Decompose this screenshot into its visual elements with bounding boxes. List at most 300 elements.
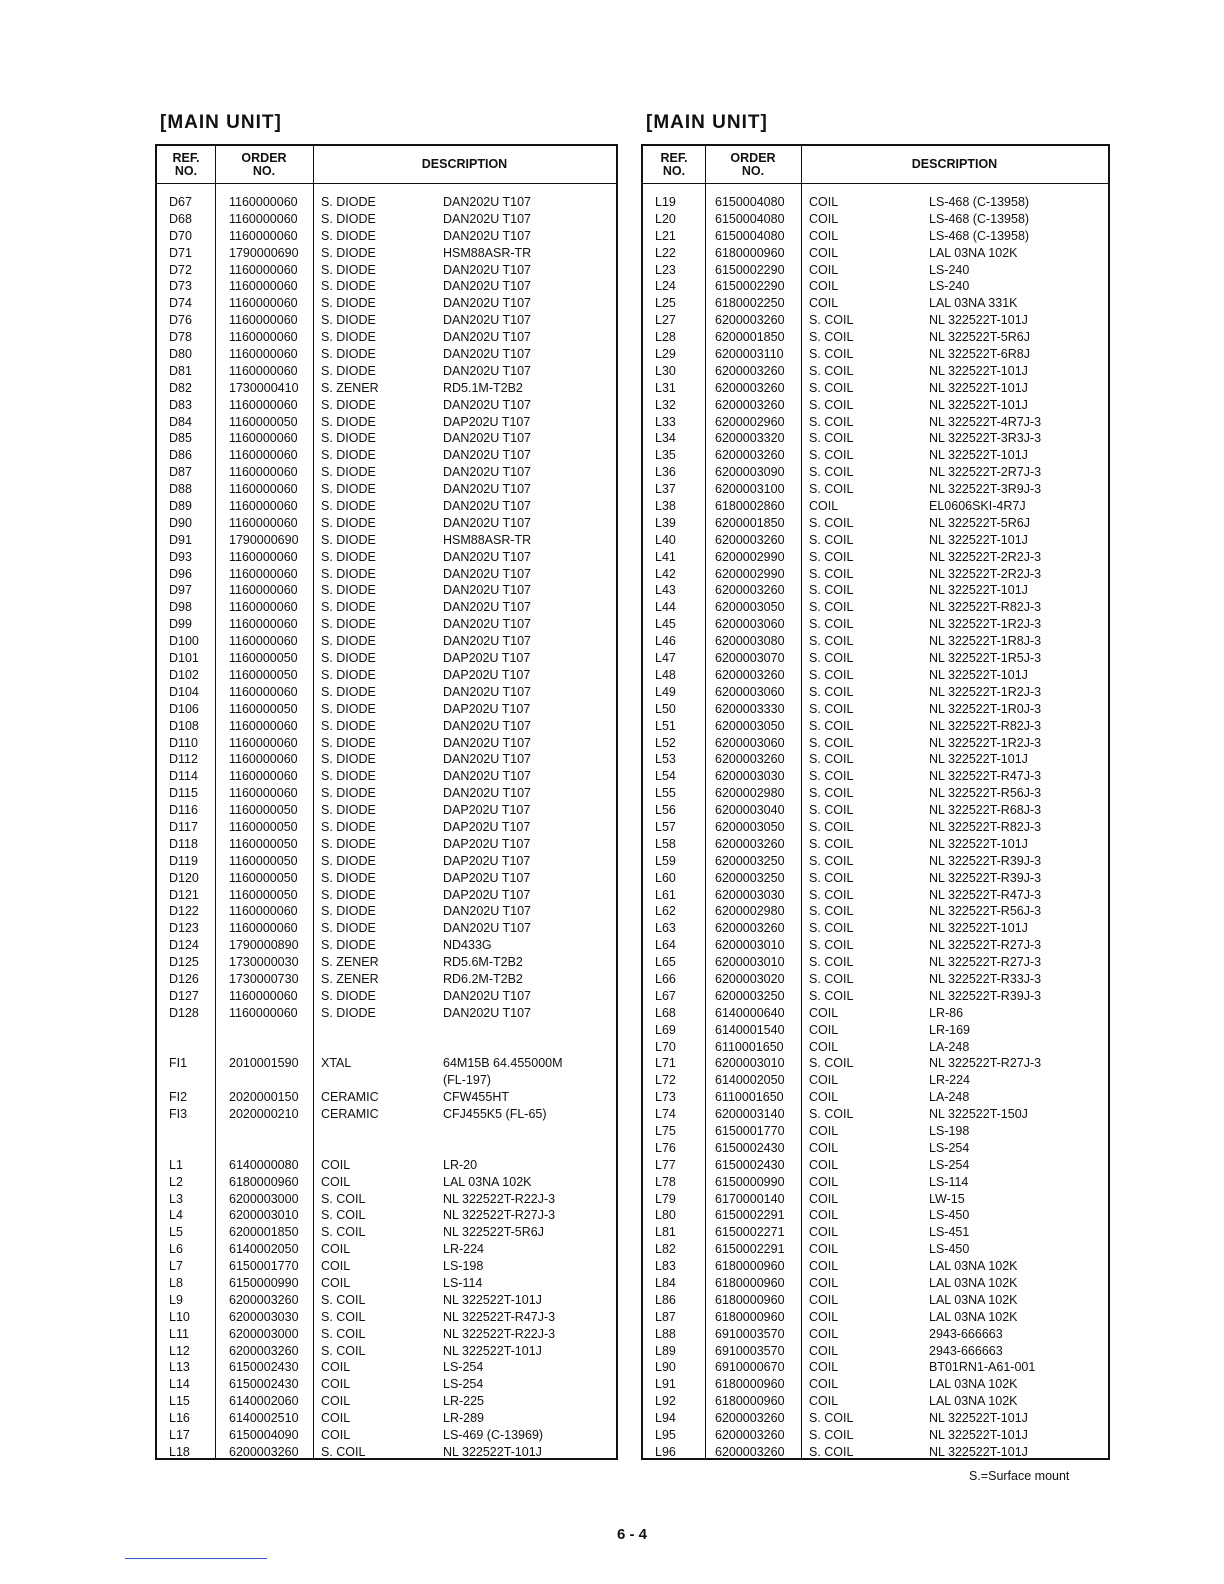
ref-no-cell: L58 — [655, 836, 676, 851]
part-type-cell: COIL — [321, 1157, 351, 1172]
order-no-cell: 6200003250 — [715, 870, 785, 885]
table-row — [157, 667, 616, 684]
part-type-cell: S. DIODE — [321, 296, 376, 311]
part-type-cell: S. DIODE — [321, 431, 376, 446]
part-number-cell: NL 322522T-R82J-3 — [929, 600, 1042, 615]
table-row — [157, 920, 616, 937]
table-row — [643, 870, 1108, 887]
part-type-cell: S. DIODE — [321, 651, 376, 666]
part-type-cell: S. COIL — [809, 448, 854, 463]
order-no-cell: 6910000670 — [715, 1360, 785, 1375]
order-no-cell: 6200003140 — [715, 1107, 785, 1122]
table-row — [157, 346, 616, 363]
order-no-cell: 1160000060 — [229, 583, 298, 598]
part-number-cell: DAP202U T107 — [443, 870, 531, 885]
part-type-cell: COIL — [321, 1428, 351, 1443]
table-row — [157, 1309, 616, 1326]
order-no-cell: 6200003080 — [715, 634, 785, 649]
ref-no-cell: D67 — [169, 195, 192, 209]
part-type-cell: S. COIL — [809, 313, 854, 328]
order-no-cell: 6200003260 — [715, 921, 785, 936]
part-number-cell: NL 322522T-101J — [929, 532, 1028, 547]
ref-no-cell: L69 — [655, 1022, 676, 1037]
ref-no-cell: L70 — [655, 1039, 676, 1054]
ref-no-cell: L75 — [655, 1123, 676, 1138]
order-no-cell: 1160000050 — [229, 651, 298, 666]
row-spacer — [157, 1022, 616, 1039]
order-no-cell: 1160000060 — [229, 566, 298, 581]
part-number-cell: DAN202U T107 — [443, 330, 532, 345]
part-number-cell: RD5.1M-T2B2 — [443, 380, 523, 395]
ref-no-cell: L72 — [655, 1073, 676, 1088]
ref-no-cell: L78 — [655, 1174, 676, 1189]
part-type-cell: S. DIODE — [321, 211, 376, 226]
ref-no-cell: L4 — [169, 1208, 183, 1223]
table-row — [643, 1039, 1108, 1056]
part-type-cell: S. COIL — [809, 363, 854, 378]
part-type-cell: S. DIODE — [321, 313, 376, 328]
part-type-cell: S. COIL — [809, 617, 854, 632]
part-type-cell: S. COIL — [809, 684, 854, 699]
ref-no-cell: L41 — [655, 549, 676, 564]
table-row — [157, 1072, 616, 1089]
ref-no-cell: L21 — [655, 228, 676, 243]
order-no-cell: 6180000960 — [715, 1309, 785, 1324]
ref-no-cell: L67 — [655, 988, 676, 1003]
part-number-cell: LS-254 — [929, 1140, 970, 1155]
ref-no-cell: L33 — [655, 414, 676, 429]
part-number-cell: NL 322522T-101J — [929, 380, 1028, 395]
part-number-cell: NL 322522T-101J — [929, 397, 1028, 412]
table-row — [643, 616, 1108, 633]
ref-no-cell: L5 — [169, 1225, 183, 1240]
part-type-cell: S. COIL — [809, 566, 854, 581]
part-number-cell: DAN202U T107 — [443, 211, 532, 226]
ref-no-cell: L52 — [655, 735, 676, 750]
part-type-cell: S. DIODE — [321, 532, 376, 547]
ref-no-cell: L16 — [169, 1411, 190, 1426]
part-number-cell: RD6.2M-T2B2 — [443, 971, 523, 986]
order-no-cell: 6150002290 — [715, 262, 785, 277]
row-spacer — [157, 1039, 616, 1056]
table-row — [157, 1343, 616, 1360]
part-number-cell: LS-254 — [443, 1360, 484, 1375]
order-no-cell: 1160000060 — [229, 482, 298, 497]
part-number-cell: LR-86 — [929, 1005, 964, 1020]
part-type-cell: S. DIODE — [321, 583, 376, 598]
part-type-cell: S. COIL — [809, 397, 854, 412]
part-type-cell: COIL — [809, 1292, 839, 1307]
order-no-cell: 6150002430 — [229, 1360, 299, 1375]
part-type-cell: S. COIL — [809, 938, 854, 953]
part-number-cell: DAN202U T107 — [443, 499, 532, 514]
table-row — [643, 633, 1108, 650]
part-type-cell: COIL — [321, 1174, 351, 1189]
right-section-title: [MAIN UNIT] — [646, 112, 768, 133]
order-no-cell: 6150002290 — [715, 279, 785, 294]
order-no-cell: 1160000050 — [229, 701, 298, 716]
right-parts-table — [641, 144, 1110, 1460]
part-number-cell: NL 322522T-101J — [929, 836, 1028, 851]
table-row — [157, 1393, 616, 1410]
order-no-cell: 6200002980 — [715, 786, 785, 801]
part-number-cell: NL 322522T-101J — [443, 1292, 542, 1307]
order-no-cell: 6200003060 — [715, 617, 785, 632]
part-number-cell: LS-240 — [929, 262, 970, 277]
part-number-cell: DAN202U T107 — [443, 549, 532, 564]
table-row — [157, 1258, 616, 1275]
part-type-cell: S. DIODE — [321, 988, 376, 1003]
ref-no-cell: L50 — [655, 701, 676, 716]
ref-no-cell: D106 — [169, 701, 199, 716]
part-type-cell: COIL — [809, 211, 839, 226]
ref-no-cell: D116 — [169, 803, 198, 818]
ref-no-cell: L3 — [169, 1191, 183, 1206]
ref-no-cell: D121 — [169, 887, 199, 902]
left-parts-table — [155, 144, 618, 1460]
ref-no-cell: L19 — [655, 195, 676, 209]
table-row — [157, 768, 616, 785]
ref-no-cell: D97 — [169, 583, 192, 598]
order-no-cell: 1160000060 — [229, 600, 298, 615]
table-row — [157, 1005, 616, 1022]
part-number-cell: DAN202U T107 — [443, 397, 532, 412]
ref-no-cell: D90 — [169, 515, 192, 530]
order-no-cell: 6150004080 — [715, 195, 785, 209]
part-number-cell: LS-114 — [929, 1174, 969, 1189]
ref-no-cell: L57 — [655, 819, 676, 834]
table-row — [157, 363, 616, 380]
ref-no-cell: L45 — [655, 617, 676, 632]
part-number-cell: NL 322522T-R82J-3 — [929, 718, 1042, 733]
order-no-cell: 6200003260 — [715, 1411, 785, 1426]
ref-no-cell: L87 — [655, 1309, 676, 1324]
ref-no-cell: D88 — [169, 482, 192, 497]
table-row — [157, 515, 616, 532]
order-no-cell: 6200003030 — [715, 887, 785, 902]
part-type-cell: COIL — [809, 1140, 839, 1155]
order-no-cell: 1160000050 — [229, 853, 298, 868]
order-no-cell: 6200001850 — [715, 330, 785, 345]
table-row — [157, 278, 616, 295]
order-no-cell: 1160000060 — [229, 549, 298, 564]
ref-no-cell: L28 — [655, 330, 676, 345]
order-no-header: ORDER NO. — [730, 150, 776, 178]
part-number-cell: LR-169 — [929, 1022, 970, 1037]
part-type-cell: S. COIL — [809, 921, 854, 936]
table-row — [643, 1326, 1108, 1343]
ref-no-cell: D102 — [169, 667, 199, 682]
order-no-cell: 6200003260 — [229, 1343, 299, 1358]
ref-no-cell: L66 — [655, 971, 676, 986]
part-type-cell: S. COIL — [809, 414, 854, 429]
part-type-cell: S. DIODE — [321, 752, 376, 767]
part-number-cell: DAN202U T107 — [443, 735, 532, 750]
part-type-cell: COIL — [809, 245, 839, 260]
table-row — [157, 616, 616, 633]
order-no-cell: 6200003100 — [715, 482, 785, 497]
ref-no-cell: D68 — [169, 211, 192, 226]
ref-no-cell: L48 — [655, 667, 676, 682]
ref-no-cell: L10 — [169, 1309, 190, 1324]
order-no-cell: 1730000730 — [229, 971, 299, 986]
ref-no-cell: D82 — [169, 380, 192, 395]
order-no-cell: 1160000060 — [229, 684, 298, 699]
part-number-cell: NL 322522T-R27J-3 — [929, 955, 1042, 970]
order-no-cell: 6180000960 — [715, 1377, 785, 1392]
part-number-cell: DAP202U T107 — [443, 803, 531, 818]
part-number-cell: NL 322522T-R39J-3 — [929, 853, 1042, 868]
ref-no-cell: L64 — [655, 938, 676, 953]
part-number-cell: NL 322522T-101J — [929, 1444, 1028, 1459]
table-row — [157, 735, 616, 752]
order-no-cell: 6200002960 — [715, 414, 785, 429]
order-no-cell: 1160000060 — [229, 499, 298, 514]
part-number-cell: LS-198 — [443, 1259, 484, 1274]
part-number-cell: NL 322522T-1R2J-3 — [929, 684, 1042, 699]
ref-no-cell: L39 — [655, 515, 676, 530]
part-type-cell: COIL — [809, 1073, 839, 1088]
ref-no-cell: L89 — [655, 1343, 676, 1358]
part-type-cell: S. ZENER — [321, 971, 379, 986]
part-number-cell: DAN202U T107 — [443, 347, 532, 362]
part-type-cell: S. COIL — [809, 1056, 854, 1071]
ref-no-cell: D127 — [169, 988, 199, 1003]
order-no-cell: 2010001590 — [229, 1056, 299, 1071]
part-number-cell: BT01RN1-A61-001 — [929, 1360, 1036, 1375]
part-number-cell: LS-468 (C-13958) — [929, 228, 1030, 243]
table-row — [643, 1241, 1108, 1258]
ref-no-cell: L9 — [169, 1292, 183, 1307]
part-type-cell: CERAMIC — [321, 1107, 379, 1122]
table-row — [643, 1106, 1108, 1123]
table-row — [157, 1157, 616, 1174]
part-number-cell: NL 322522T-R27J-3 — [443, 1208, 556, 1223]
part-type-cell: S. COIL — [809, 870, 854, 885]
table-row — [643, 1157, 1108, 1174]
part-number-cell: NL 322522T-R22J-3 — [443, 1326, 556, 1341]
part-type-cell: S. COIL — [809, 465, 854, 480]
row-spacer — [157, 1123, 616, 1140]
part-number-cell: LAL 03NA 102K — [929, 245, 1018, 260]
table-header — [643, 146, 1108, 184]
part-type-cell: COIL — [809, 1191, 839, 1206]
order-no-cell: 1160000060 — [229, 296, 298, 311]
part-number-cell: DAN202U T107 — [443, 583, 532, 598]
table-row — [643, 380, 1108, 397]
table-row — [157, 633, 616, 650]
order-no-cell: 6200003090 — [715, 465, 785, 480]
table-row — [157, 684, 616, 701]
ref-no-cell: D89 — [169, 499, 192, 514]
order-no-cell: 6140002060 — [229, 1394, 299, 1409]
part-type-cell: COIL — [809, 279, 839, 294]
order-no-cell: 6140002510 — [229, 1411, 299, 1426]
part-type-cell: S. DIODE — [321, 921, 376, 936]
part-number-cell: DAN202U T107 — [443, 482, 532, 497]
order-no-cell: 6200003260 — [715, 583, 785, 598]
part-type-cell: COIL — [809, 1208, 839, 1223]
ref-no-cell: D73 — [169, 279, 192, 294]
order-no-cell: 6200003060 — [715, 684, 785, 699]
table-row — [643, 515, 1108, 532]
table-row — [157, 1207, 616, 1224]
ref-no-cell: L63 — [655, 921, 676, 936]
part-type-cell: COIL — [809, 262, 839, 277]
ref-no-cell: L42 — [655, 566, 676, 581]
table-row — [157, 802, 616, 819]
table-row — [643, 481, 1108, 498]
order-no-cell: 6200003250 — [715, 988, 785, 1003]
order-no-cell: 1160000050 — [229, 819, 298, 834]
table-row — [643, 346, 1108, 363]
part-type-cell: S. COIL — [809, 769, 854, 784]
part-type-cell: S. COIL — [809, 347, 854, 362]
part-number-cell: LR-20 — [443, 1157, 478, 1172]
order-no-cell: 6200003050 — [715, 600, 785, 615]
part-type-cell: COIL — [809, 1174, 839, 1189]
part-number-cell: NL 322522T-1R2J-3 — [929, 617, 1042, 632]
table-row — [643, 1376, 1108, 1393]
order-no-cell: 1160000050 — [229, 887, 298, 902]
order-no-cell: 1160000060 — [229, 448, 298, 463]
table-row — [157, 1275, 616, 1292]
part-type-cell: S. DIODE — [321, 414, 376, 429]
part-number-cell: DAN202U T107 — [443, 634, 532, 649]
part-type-cell: COIL — [809, 1276, 839, 1290]
part-number-cell: NL 322522T-3R9J-3 — [929, 482, 1042, 497]
ref-no-cell: L94 — [655, 1411, 676, 1426]
ref-no-cell: L90 — [655, 1360, 676, 1375]
part-type-cell: XTAL — [321, 1056, 352, 1071]
part-type-cell: S. COIL — [809, 583, 854, 598]
order-no-cell: 1160000050 — [229, 667, 298, 682]
order-no-cell: 6200003250 — [715, 853, 785, 868]
row-spacer — [157, 1140, 616, 1157]
ref-no-cell: L71 — [655, 1056, 676, 1071]
part-type-cell: S. DIODE — [321, 819, 376, 834]
table-row — [157, 751, 616, 768]
part-type-cell: S. COIL — [809, 634, 854, 649]
order-no-cell: 1160000060 — [229, 735, 298, 750]
part-number-cell: NL 322522T-3R3J-3 — [929, 431, 1042, 446]
part-number-cell: NL 322522T-6R8J — [929, 347, 1030, 362]
table-row — [157, 1410, 616, 1427]
table-row — [157, 245, 616, 262]
part-type-cell: S. DIODE — [321, 566, 376, 581]
table-row — [643, 329, 1108, 346]
order-no-cell: 6200003260 — [229, 1292, 299, 1307]
table-row — [643, 887, 1108, 904]
table-row — [643, 1427, 1108, 1444]
part-type-cell: COIL — [809, 1157, 839, 1172]
part-type-cell: S. COIL — [809, 887, 854, 902]
table-row — [643, 1174, 1108, 1191]
table-row — [157, 329, 616, 346]
order-no-cell: 6140000640 — [715, 1005, 785, 1020]
part-type-cell: S. ZENER — [321, 380, 379, 395]
table-row — [157, 853, 616, 870]
part-number-cell: NL 322522T-1R5J-3 — [929, 651, 1042, 666]
table-row — [643, 278, 1108, 295]
part-type-cell: S. COIL — [321, 1191, 366, 1206]
part-type-cell: COIL — [809, 1377, 839, 1392]
part-number-cell: NL 322522T-2R7J-3 — [929, 465, 1042, 480]
order-no-cell: 6200003010 — [715, 1056, 785, 1071]
part-type-cell: COIL — [809, 1022, 839, 1037]
part-number-cell: NL 322522T-101J — [929, 921, 1028, 936]
order-no-cell: 1160000060 — [229, 769, 298, 784]
part-number-cell: LS-254 — [929, 1157, 970, 1172]
table-row — [157, 903, 616, 920]
ref-no-cell: D93 — [169, 549, 192, 564]
part-type-cell: COIL — [321, 1377, 351, 1392]
part-number-cell: NL 322522T-5R6J — [929, 515, 1030, 530]
part-number-cell: DAN202U T107 — [443, 279, 532, 294]
table-row — [157, 414, 616, 431]
table-row — [157, 582, 616, 599]
order-no-cell: 6170000140 — [715, 1191, 785, 1206]
table-row — [643, 582, 1108, 599]
ref-no-cell: L91 — [655, 1377, 676, 1392]
part-number-cell: NL 322522T-R56J-3 — [929, 904, 1042, 919]
ref-no-cell: D120 — [169, 870, 199, 885]
order-no-cell: 1790000690 — [229, 532, 299, 547]
order-no-cell: 6200003260 — [229, 1444, 299, 1459]
ref-no-cell: L79 — [655, 1191, 676, 1206]
table-row — [157, 481, 616, 498]
ref-no-cell: L7 — [169, 1259, 183, 1274]
order-no-cell: 1160000050 — [229, 414, 298, 429]
part-number-cell: NL 322522T-101J — [929, 1411, 1028, 1426]
part-number-cell: NL 322522T-5R6J — [929, 330, 1030, 345]
part-type-cell: S. COIL — [809, 988, 854, 1003]
part-type-cell: S. DIODE — [321, 482, 376, 497]
ref-no-cell: L62 — [655, 904, 676, 919]
order-no-cell: 6110001650 — [715, 1039, 784, 1054]
order-no-cell: 1160000060 — [229, 752, 298, 767]
order-no-cell: 6150002430 — [715, 1140, 785, 1155]
table-row — [643, 1309, 1108, 1326]
part-type-cell: COIL — [321, 1276, 351, 1290]
order-no-cell: 6910003570 — [715, 1326, 785, 1341]
order-no-cell: 6200003050 — [715, 718, 785, 733]
table-row — [643, 937, 1108, 954]
table-row — [643, 1140, 1108, 1157]
table-row — [643, 498, 1108, 515]
part-number-cell: LS-114 — [443, 1276, 483, 1290]
part-number-cell: NL 322522T-R27J-3 — [929, 1056, 1042, 1071]
order-no-cell: 6200003030 — [229, 1309, 299, 1324]
part-number-cell: LAL 03NA 102K — [929, 1309, 1018, 1324]
table-row — [643, 1343, 1108, 1360]
ref-no-cell: D74 — [169, 296, 192, 311]
part-number-cell: LS-240 — [929, 279, 970, 294]
ref-no-cell: D71 — [169, 245, 192, 260]
table-row — [157, 549, 616, 566]
part-number-cell: DAP202U T107 — [443, 887, 531, 902]
part-number-cell: DAP202U T107 — [443, 853, 531, 868]
ref-no-cell: L84 — [655, 1276, 676, 1290]
part-type-cell: COIL — [809, 1039, 839, 1054]
ref-no-header: REF. NO. — [172, 150, 200, 178]
part-number-cell: NL 322522T-101J — [443, 1444, 542, 1459]
part-type-cell: S. COIL — [809, 651, 854, 666]
part-number-cell: NL 322522T-R22J-3 — [443, 1191, 556, 1206]
table-row — [157, 397, 616, 414]
part-type-cell: S. DIODE — [321, 735, 376, 750]
ref-no-cell: D87 — [169, 465, 192, 480]
